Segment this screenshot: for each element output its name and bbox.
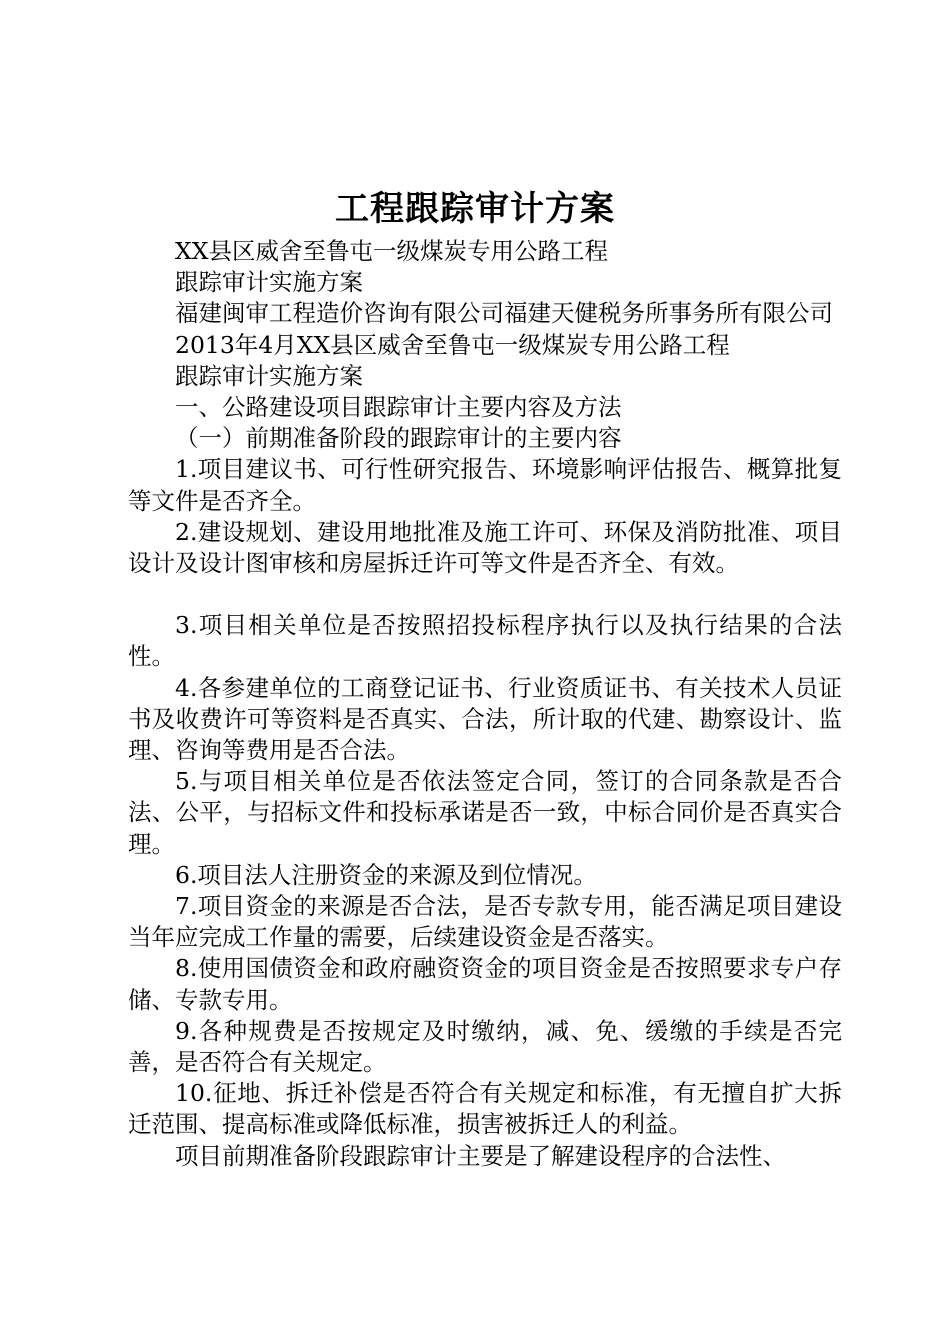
list-item: 5.与项目相关单位是否依法签定合同，签订的合同条款是否合法、公平，与招标文件和投标承诺是否一致，中标合同价是否真实合理。 xyxy=(128,767,842,858)
subsection-heading: （一）前期准备阶段的跟踪审计的主要内容 xyxy=(175,424,622,453)
list-item: 3.项目相关单位是否按照招投标程序执行以及执行结果的合法性。 xyxy=(128,611,842,671)
list-item: 6.项目法人注册资金的来源及到位情况。 xyxy=(175,860,597,889)
paragraph: 福建闽审工程造价咨询有限公司福建天健税务所事务所有限公司 xyxy=(175,299,833,328)
paragraph: 跟踪审计实施方案 xyxy=(175,361,363,390)
section-heading: 一、公路建设项目跟踪审计主要内容及方法 xyxy=(175,393,622,422)
paragraph: 跟踪审计实施方案 xyxy=(175,268,363,297)
list-item: 2.建设规划、建设用地批准及施工许可、环保及消防批准、项目设计及设计图审核和房屋拆迁许可等文件是否齐全、有效。 xyxy=(128,517,842,578)
paragraph: 2013年4月XX县区威舍至鲁屯一级煤炭专用公路工程 xyxy=(175,330,730,359)
list-item: 4.各参建单位的工商登记证书、行业资质证书、有关技术人员证书及收费许可等资料是否真实、合法，所计取的代建、勘察设计、监理、咨询等费用是否合法。 xyxy=(128,673,842,765)
list-item: 10.征地、拆迁补偿是否符合有关规定和标准，有无擅自扩大拆迁范围、提高标准或降低标准，损害被拆迁人的利益。 xyxy=(128,1079,842,1139)
document-body xyxy=(128,236,842,1172)
list-item: 8.使用国债资金和政府融资资金的项目资金是否按照要求专户存储、专款专用。 xyxy=(128,954,842,1014)
list-item: 9.各种规费是否按规定及时缴纳，减、免、缓缴的手续是否完善，是否符合有关规定。 xyxy=(128,1016,842,1077)
document-title: 工程跟踪审计方案 xyxy=(335,189,615,229)
paragraph: XX县区威舍至鲁屯一级煤炭专用公路工程 xyxy=(175,237,608,265)
paragraph: 项目前期准备阶段跟踪审计主要是了解建设程序的合法性、 xyxy=(175,1141,786,1170)
list-item: 7.项目资金的来源是否合法，是否专款专用，能否满足项目建设当年应完成工作量的需要，后续建设资金是否落实。 xyxy=(128,892,842,952)
list-item: 1.项目建议书、可行性研究报告、环境影响评估报告、概算批复等文件是否齐全。 xyxy=(128,455,842,515)
